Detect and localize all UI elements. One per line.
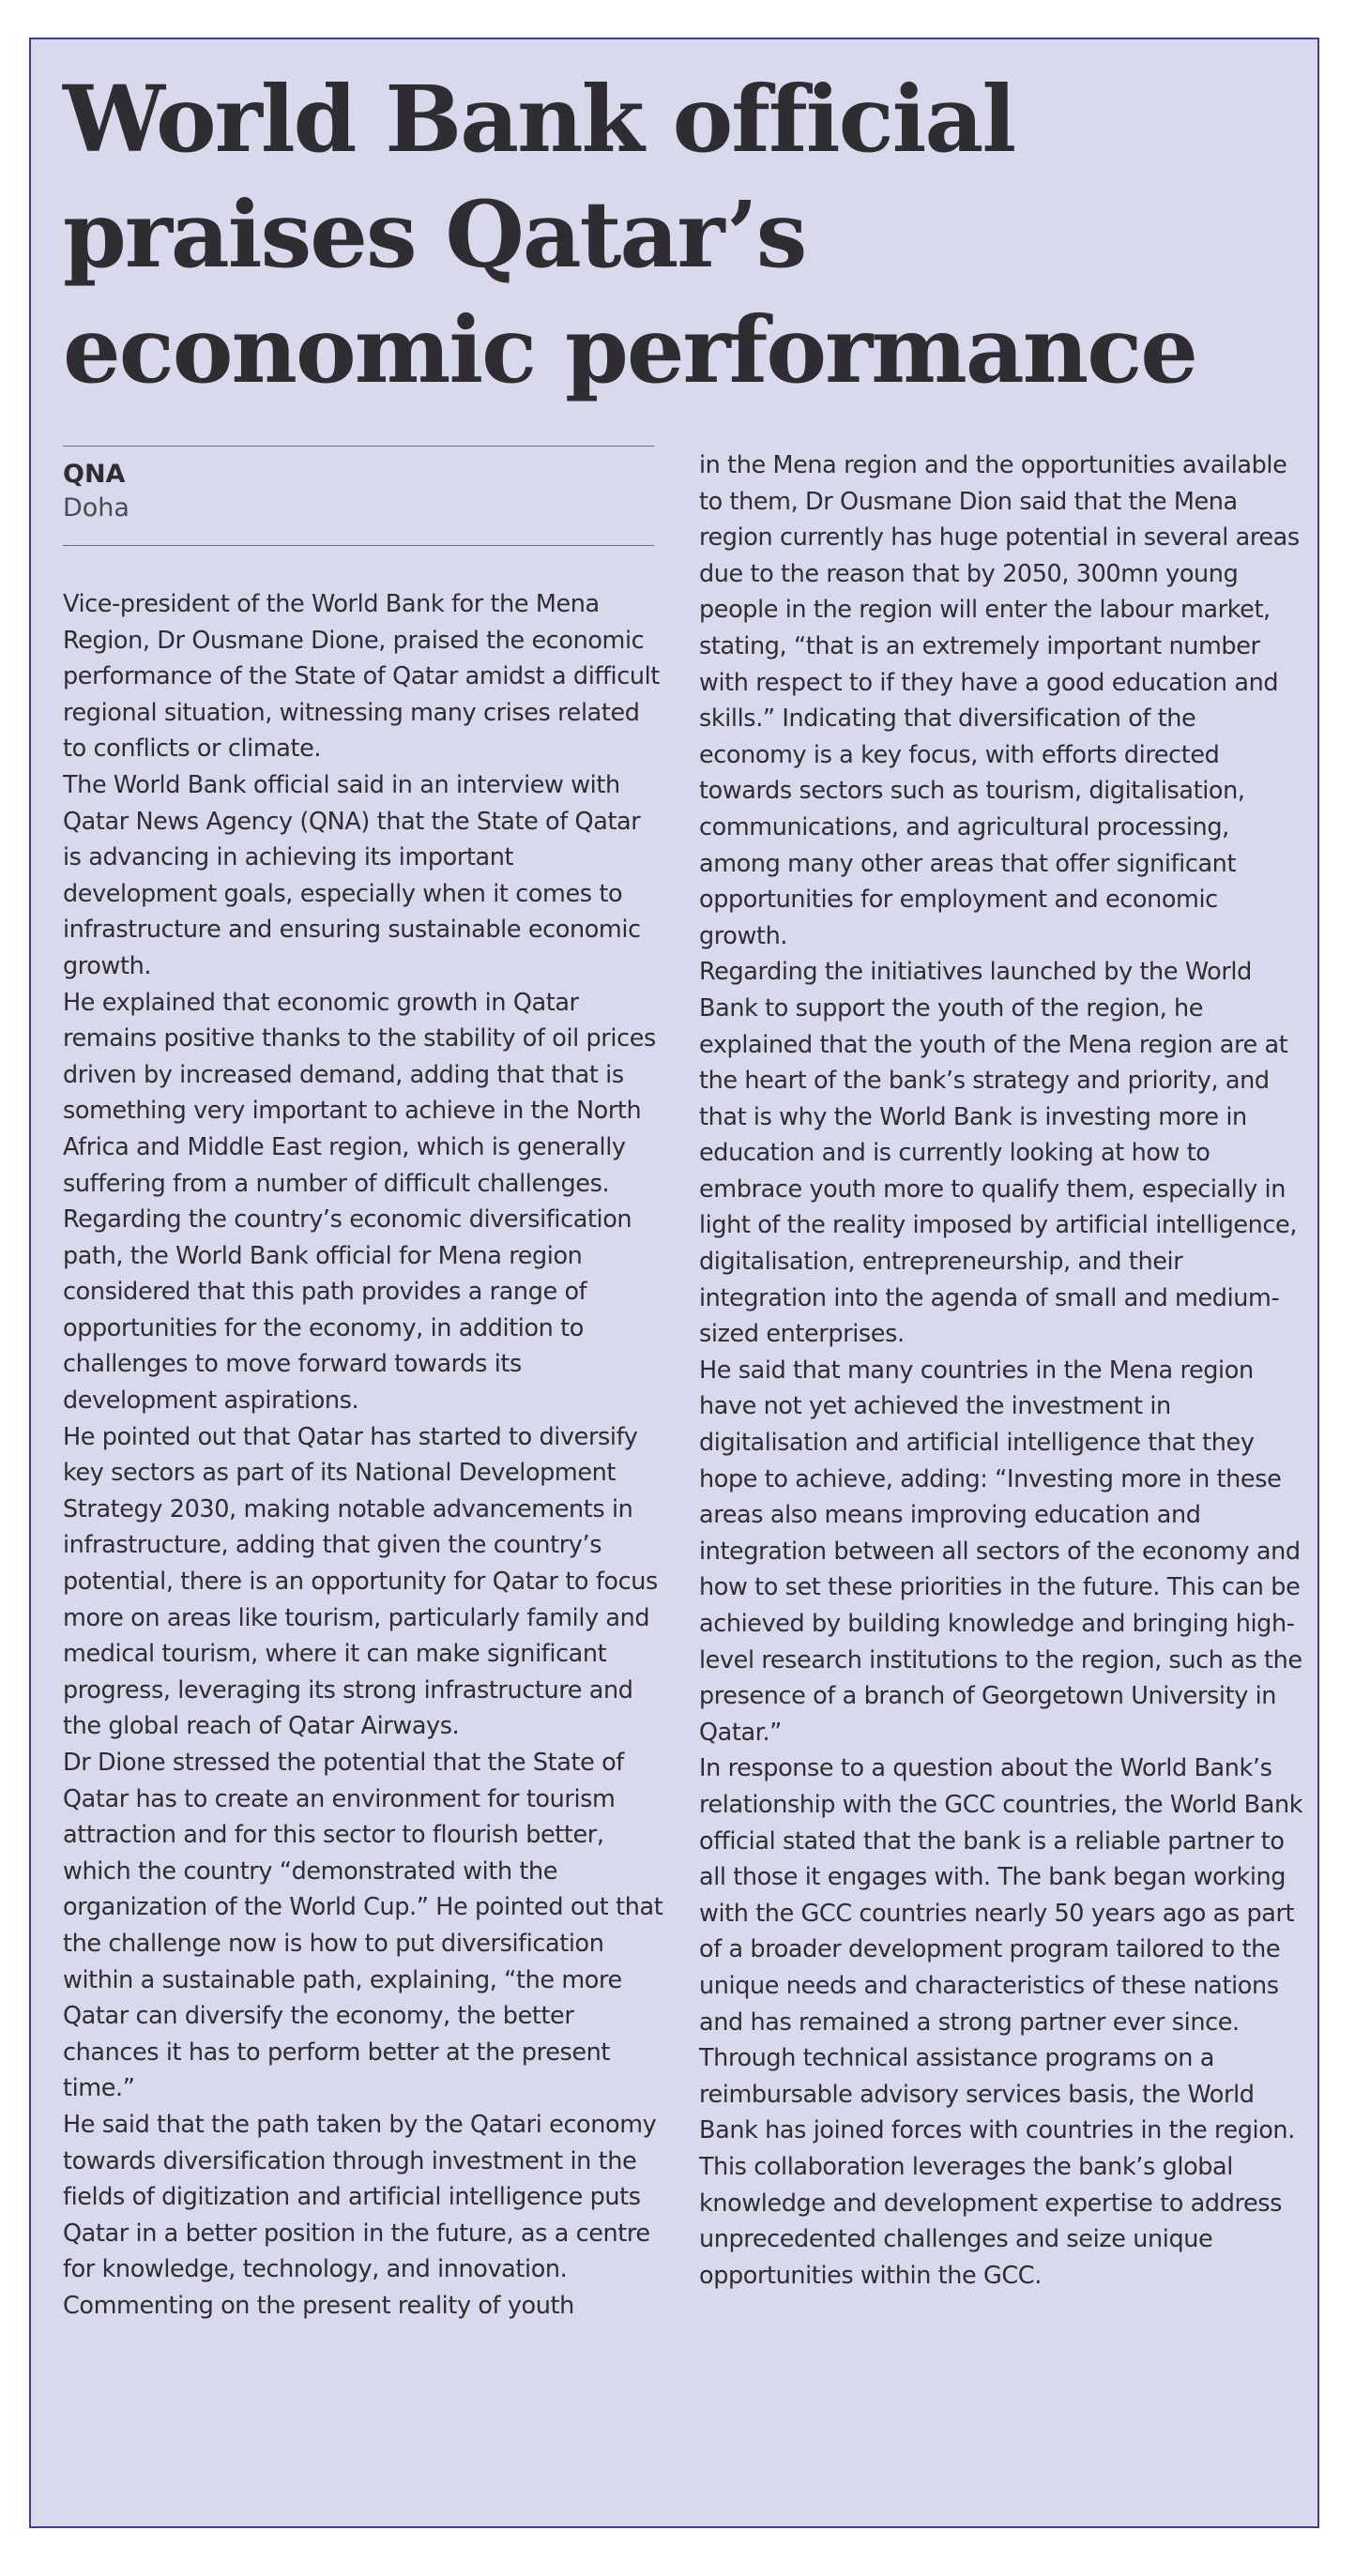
paragraph: Commenting on the present reality of youth	[63, 2291, 574, 2320]
article-column-left	[63, 586, 663, 2325]
paragraph: He said that many countries in the Mena region have not yet achieved the investment in digitalisation and artificial intelligence that they hope to achieve, adding: “Investing more in these areas also means improving education and integration between all sectors of the economy and how to set these priorities in the future. This can be achieved by building knowledge and bringing high-level research institutions to the region, such as the presence of a branch of Georgetown University in Qatar.”	[699, 1356, 1302, 1747]
paragraph: He explained that economic growth in Qatar remains positive thanks to the stability of oil prices driven by increased demand, adding that that is something very important to achieve in the North Africa and Middle East region, which is generally suffering from a number of difficult challenges.	[63, 988, 656, 1198]
paragraph: He pointed out that Qatar has started to diversify key sectors as part of its National Development Strategy 2030, making notable advancements in infrastructure, adding that given the country’s potential, there is an opportunity for Qatar to focus more on areas like tourism, particularly family and medical tourism, where it can make significant progress, leveraging its strong infrastructure and the global reach of Qatar Airways.	[63, 1422, 658, 1741]
article-column-right	[699, 447, 1309, 2294]
article-panel	[29, 38, 1319, 2528]
paragraph: He said that the path taken by the Qatari economy towards diversification through investment in the fields of digitization and artificial intelligence puts Qatar in a better position in the future, as a centre for knowledge, technology, and innovation.	[63, 2110, 657, 2284]
paragraph: Through technical assistance programs on a reimbursable advisory services basis, the World Bank has joined forces with countries in the region. This collaboration leverages the bank’s global knowledge and development expertise to address unprecedented challenges and seize unique opportunities within the GCC.	[699, 2044, 1295, 2290]
paragraph: In response to a question about the World Bank’s relationship with the GCC countries, the World Bank official stated that the bank is a reliable partner to all those it engages with. The bank began working with the GCC countries nearly 50 years ago as part of a broader development program tailored to the unique needs and characteristics of these nations and has remained a strong partner ever since.	[699, 1754, 1303, 2037]
paragraph: The World Bank official said in an interview with Qatar News Agency (QNA) that the State of Qatar is advancing in achieving its important development goals, especially when it comes to infrastructure and ensuring sustainable economic growth.	[63, 770, 641, 980]
dateline-location: Doha	[63, 493, 129, 523]
news-agency: QNA	[63, 460, 126, 489]
paragraph: Regarding the initiatives launched by the World Bank to support the youth of the region, he explained that the youth of the Mena region are at the heart of the bank’s strategy and priority, and that is why the World Bank is investing more in education and is currently looking at how to embrace youth more to qualify them, especially in light of the reality imposed by artificial intelligence, digitalisation, entrepreneurship, and their integration into the agenda of small and medium-sized enterprises.	[699, 958, 1298, 1349]
byline	[63, 446, 654, 546]
paragraph: in the Mena region and the opportunities available to them, Dr Ousmane Dion said that the Mena region currently has huge potential in several areas due to the reason that by 2050, 300mn young people in the region will enter the labour market, stating, “that is an extremely important number with respect to if they have a good education and skills.” Indicating that diversification of the economy is a key focus, with efforts directed towards sectors such as tourism, digitalisation, communications, and agricultural processing, among many other areas that offer significant opportunities for employment and economic growth.	[699, 451, 1300, 950]
paragraph: Regarding the country’s economic diversification path, the World Bank official for Mena region considered that this path provides a range of opportunities for the economy, in addition to challenges to move forward towards its development aspirations.	[63, 1205, 632, 1416]
paragraph: Vice-president of the World Bank for the Mena Region, Dr Ousmane Dione, praised the economic performance of the State of Qatar amidst a difficult regional situation, witnessing many crises related to conflicts or climate.	[63, 590, 660, 764]
paragraph: Dr Dione stressed the potential that the State of Qatar has to create an environment for tourism attraction and for this sector to flourish better, which the country “demonstrated with the organization of the World Cup.” He pointed out that the challenge now is how to put diversification within a sustainable path, explaining, “the more Qatar can diversify the economy, the better chances it has to perform better at the present time.”	[63, 1749, 663, 2103]
headline: World Bank official praises Qatar’s economic performance	[63, 66, 1196, 403]
